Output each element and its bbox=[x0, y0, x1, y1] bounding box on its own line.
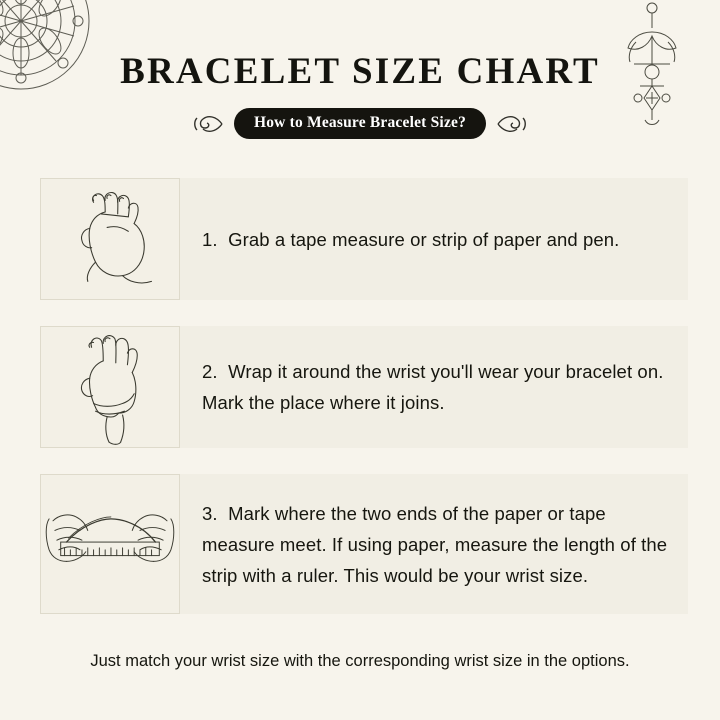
subtitle-row bbox=[0, 108, 720, 139]
list-item bbox=[40, 474, 688, 614]
step-body: Grab a tape measure or strip of paper and pen. bbox=[228, 228, 620, 250]
hand-with-tape-around-wrist-illustration bbox=[40, 326, 180, 448]
steps-list bbox=[40, 178, 688, 640]
list-item bbox=[40, 326, 688, 448]
step-number: 1. bbox=[202, 228, 223, 250]
closed-fist-illustration bbox=[40, 178, 180, 300]
step-number: 3. bbox=[202, 502, 223, 524]
flourish-icon bbox=[194, 111, 224, 137]
step-body: Mark where the two ends of the paper or tape measure meet. If using paper, measure the length of the strip with a ruler. This would be your wrist size. bbox=[202, 502, 668, 586]
hands-measuring-paper-strip-with-ruler-illustration bbox=[40, 474, 180, 614]
step-body: Wrap it around the wrist you'll wear your bracelet on. Mark the place where it joins. bbox=[202, 361, 664, 413]
step-text bbox=[180, 474, 688, 614]
footer-note: Just match your wrist size with the corresponding wrist size in the options. bbox=[90, 652, 630, 670]
flourish-icon bbox=[496, 111, 526, 137]
list-item bbox=[40, 178, 688, 300]
step-text bbox=[180, 178, 688, 300]
step-text bbox=[180, 326, 688, 448]
subtitle-pill: How to Measure Bracelet Size? bbox=[234, 108, 486, 139]
step-number: 2. bbox=[202, 361, 223, 382]
page-title: BRACELET SIZE CHART bbox=[120, 51, 600, 92]
